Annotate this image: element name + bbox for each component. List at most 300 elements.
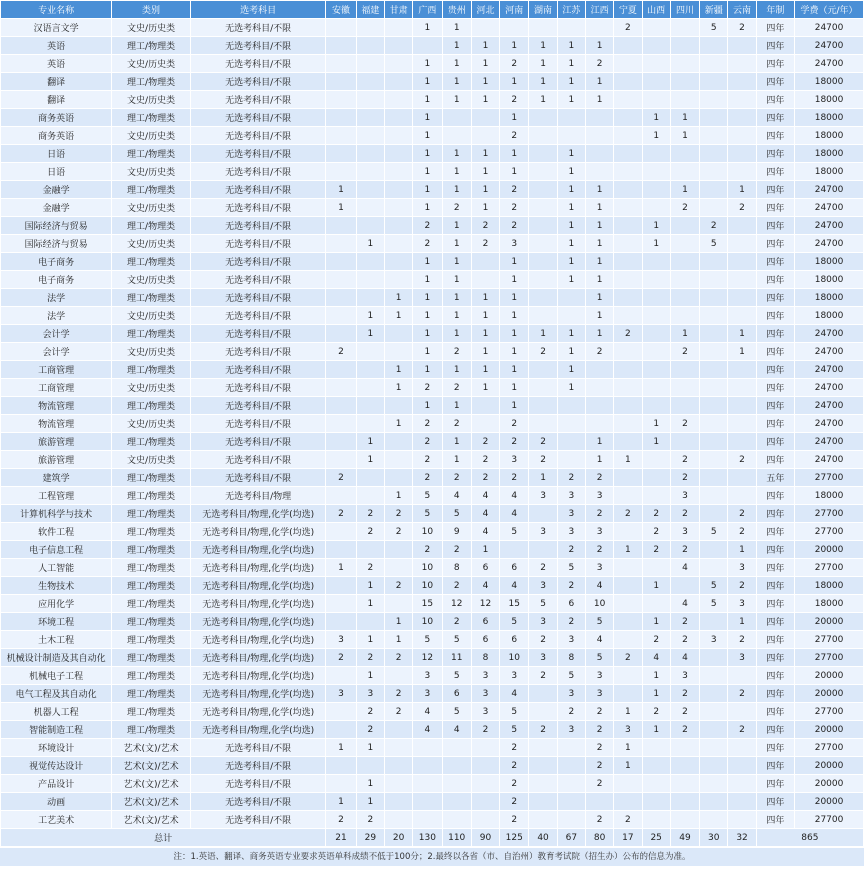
column-header: 四川 xyxy=(670,1,699,19)
subject-requirement-cell: 无选考科目/不限 xyxy=(190,109,325,127)
province-quota-cell: 5 xyxy=(500,613,529,631)
province-quota-cell xyxy=(413,775,442,793)
province-quota-cell xyxy=(384,163,412,181)
province-quota-cell xyxy=(700,415,728,433)
province-quota-cell: 2 xyxy=(614,649,642,667)
province-quota-cell xyxy=(356,109,384,127)
table-row xyxy=(1,487,864,505)
province-quota-cell xyxy=(700,559,728,577)
province-quota-cell xyxy=(356,199,384,217)
tuition-cell: 27700 xyxy=(795,811,864,829)
subject-requirement-cell: 无选考科目/不限 xyxy=(190,55,325,73)
duration-cell: 四年 xyxy=(756,415,794,433)
province-quota-cell: 5 xyxy=(557,559,585,577)
province-quota-cell: 1 xyxy=(529,37,557,55)
duration-cell: 四年 xyxy=(756,685,794,703)
province-quota-cell xyxy=(728,235,756,253)
province-quota-cell xyxy=(326,235,356,253)
province-quota-cell xyxy=(529,145,557,163)
table-row xyxy=(1,55,864,73)
province-quota-cell: 1 xyxy=(413,253,442,271)
province-quota-cell xyxy=(442,127,471,145)
province-quota-cell xyxy=(670,289,699,307)
province-quota-cell: 8 xyxy=(557,649,585,667)
tuition-cell: 24700 xyxy=(795,217,864,235)
category-cell: 理工/物理类 xyxy=(112,721,191,739)
province-quota-cell: 1 xyxy=(500,307,529,325)
province-quota-cell xyxy=(529,19,557,37)
tuition-cell: 27700 xyxy=(795,631,864,649)
province-quota-cell xyxy=(728,253,756,271)
province-quota-cell: 2 xyxy=(670,613,699,631)
province-quota-cell xyxy=(670,811,699,829)
province-quota-cell: 5 xyxy=(700,19,728,37)
duration-cell: 四年 xyxy=(756,235,794,253)
province-quota-cell xyxy=(471,739,499,757)
province-quota-cell: 2 xyxy=(442,541,471,559)
province-quota-cell: 2 xyxy=(670,505,699,523)
category-cell: 理工/物理类 xyxy=(112,487,191,505)
province-quota-cell xyxy=(700,613,728,631)
province-quota-cell xyxy=(585,361,613,379)
major-name-cell: 机械设计制造及其自动化 xyxy=(1,649,112,667)
table-row xyxy=(1,451,864,469)
subject-requirement-cell: 无选考科目/不限 xyxy=(190,127,325,145)
province-quota-cell: 2 xyxy=(728,523,756,541)
province-quota-cell: 2 xyxy=(384,577,412,595)
province-quota-cell xyxy=(614,487,642,505)
province-quota-cell: 2 xyxy=(728,577,756,595)
table-row xyxy=(1,469,864,487)
province-quota-cell: 1 xyxy=(500,289,529,307)
province-quota-cell: 2 xyxy=(413,217,442,235)
province-quota-cell: 5 xyxy=(700,577,728,595)
duration-cell: 四年 xyxy=(756,37,794,55)
province-quota-cell xyxy=(642,343,670,361)
province-quota-cell xyxy=(585,397,613,415)
province-quota-cell xyxy=(326,325,356,343)
province-quota-cell xyxy=(529,253,557,271)
province-quota-cell xyxy=(326,253,356,271)
province-total-cell: 25 xyxy=(642,829,670,847)
province-quota-cell: 5 xyxy=(413,487,442,505)
province-quota-cell xyxy=(585,145,613,163)
duration-cell: 四年 xyxy=(756,325,794,343)
province-quota-cell xyxy=(728,757,756,775)
province-quota-cell xyxy=(700,163,728,181)
province-quota-cell xyxy=(728,127,756,145)
province-quota-cell: 2 xyxy=(670,721,699,739)
province-quota-cell: 1 xyxy=(442,73,471,91)
province-quota-cell xyxy=(471,793,499,811)
province-quota-cell: 1 xyxy=(442,361,471,379)
table-row xyxy=(1,361,864,379)
province-quota-cell xyxy=(356,379,384,397)
province-quota-cell: 3 xyxy=(614,721,642,739)
province-quota-cell: 3 xyxy=(557,505,585,523)
province-quota-cell: 3 xyxy=(471,703,499,721)
column-header: 宁夏 xyxy=(614,1,642,19)
province-quota-cell xyxy=(700,649,728,667)
province-quota-cell xyxy=(529,505,557,523)
table-row xyxy=(1,109,864,127)
province-quota-cell xyxy=(356,127,384,145)
subject-requirement-cell: 无选考科目/不限 xyxy=(190,73,325,91)
province-quota-cell: 4 xyxy=(471,487,499,505)
table-row xyxy=(1,631,864,649)
province-quota-cell xyxy=(642,451,670,469)
province-quota-cell xyxy=(670,163,699,181)
province-quota-cell: 1 xyxy=(585,235,613,253)
province-quota-cell: 1 xyxy=(471,73,499,91)
tuition-cell: 24700 xyxy=(795,181,864,199)
province-quota-cell xyxy=(614,631,642,649)
province-quota-cell: 1 xyxy=(413,145,442,163)
duration-cell: 四年 xyxy=(756,667,794,685)
province-quota-cell xyxy=(529,307,557,325)
province-total-cell: 130 xyxy=(413,829,442,847)
subject-requirement-cell: 无选考科目/不限 xyxy=(190,253,325,271)
column-header: 江西 xyxy=(585,1,613,19)
duration-cell: 四年 xyxy=(756,757,794,775)
table-row xyxy=(1,721,864,739)
duration-cell: 四年 xyxy=(756,181,794,199)
province-quota-cell: 2 xyxy=(670,343,699,361)
province-quota-cell xyxy=(642,361,670,379)
province-quota-cell xyxy=(670,73,699,91)
duration-cell: 四年 xyxy=(756,433,794,451)
province-quota-cell xyxy=(529,793,557,811)
province-total-cell: 21 xyxy=(326,829,356,847)
province-quota-cell xyxy=(700,703,728,721)
tuition-cell: 24700 xyxy=(795,397,864,415)
subject-requirement-cell: 无选考科目/物理,化学(均选) xyxy=(190,667,325,685)
province-quota-cell: 1 xyxy=(442,181,471,199)
province-quota-cell xyxy=(356,541,384,559)
tuition-cell: 24700 xyxy=(795,361,864,379)
province-quota-cell xyxy=(413,811,442,829)
duration-cell: 四年 xyxy=(756,343,794,361)
province-quota-cell xyxy=(529,109,557,127)
province-quota-cell: 6 xyxy=(471,631,499,649)
province-quota-cell xyxy=(326,721,356,739)
province-quota-cell: 2 xyxy=(500,469,529,487)
province-quota-cell: 1 xyxy=(557,217,585,235)
province-quota-cell: 2 xyxy=(500,91,529,109)
province-total-cell: 17 xyxy=(614,829,642,847)
province-quota-cell: 1 xyxy=(529,91,557,109)
province-quota-cell: 1 xyxy=(413,289,442,307)
province-quota-cell: 1 xyxy=(356,631,384,649)
column-header: 广西 xyxy=(413,1,442,19)
province-quota-cell xyxy=(326,775,356,793)
province-quota-cell: 2 xyxy=(670,703,699,721)
province-quota-cell xyxy=(413,793,442,811)
major-name-cell: 工程管理 xyxy=(1,487,112,505)
tuition-cell: 18000 xyxy=(795,577,864,595)
province-quota-cell xyxy=(700,37,728,55)
province-quota-cell: 5 xyxy=(442,703,471,721)
province-quota-cell xyxy=(356,343,384,361)
column-header: 江苏 xyxy=(557,1,585,19)
province-quota-cell: 4 xyxy=(471,505,499,523)
province-quota-cell xyxy=(700,505,728,523)
province-quota-cell xyxy=(384,217,412,235)
province-quota-cell: 1 xyxy=(356,325,384,343)
footnote: 注：1.英语、翻译、商务英语专业要求英语单科成绩不低于100分；2.最终以各省（市、自治州）教育考试院（招生办）公布的信息为准。 xyxy=(0,847,864,866)
province-quota-cell: 1 xyxy=(500,379,529,397)
tuition-cell: 27700 xyxy=(795,739,864,757)
province-quota-cell: 2 xyxy=(384,649,412,667)
province-quota-cell xyxy=(728,307,756,325)
province-quota-cell xyxy=(614,181,642,199)
province-quota-cell xyxy=(356,181,384,199)
province-quota-cell: 2 xyxy=(529,631,557,649)
province-quota-cell: 1 xyxy=(356,667,384,685)
province-quota-cell: 3 xyxy=(326,631,356,649)
province-quota-cell: 2 xyxy=(500,739,529,757)
province-quota-cell xyxy=(384,739,412,757)
subject-requirement-cell: 无选考科目/不限 xyxy=(190,361,325,379)
province-quota-cell: 1 xyxy=(413,307,442,325)
province-quota-cell xyxy=(529,271,557,289)
province-quota-cell xyxy=(670,433,699,451)
province-quota-cell xyxy=(326,145,356,163)
duration-cell: 四年 xyxy=(756,91,794,109)
province-quota-cell xyxy=(728,703,756,721)
province-total-cell: 30 xyxy=(700,829,728,847)
province-quota-cell: 1 xyxy=(326,199,356,217)
province-quota-cell xyxy=(642,181,670,199)
duration-cell: 四年 xyxy=(756,703,794,721)
province-quota-cell xyxy=(557,289,585,307)
province-quota-cell xyxy=(670,379,699,397)
province-quota-cell: 1 xyxy=(442,37,471,55)
major-name-cell: 物流管理 xyxy=(1,415,112,433)
duration-cell: 四年 xyxy=(756,595,794,613)
province-quota-cell xyxy=(700,361,728,379)
subject-requirement-cell: 无选考科目/不限 xyxy=(190,271,325,289)
major-name-cell: 法学 xyxy=(1,307,112,325)
province-quota-cell: 1 xyxy=(728,325,756,343)
province-quota-cell xyxy=(728,469,756,487)
province-total-cell: 29 xyxy=(356,829,384,847)
province-quota-cell xyxy=(384,793,412,811)
province-quota-cell xyxy=(614,469,642,487)
province-quota-cell xyxy=(557,433,585,451)
province-quota-cell: 1 xyxy=(442,325,471,343)
province-quota-cell xyxy=(326,415,356,433)
province-quota-cell xyxy=(326,217,356,235)
province-quota-cell xyxy=(700,307,728,325)
major-name-cell: 电子商务 xyxy=(1,253,112,271)
province-quota-cell: 2 xyxy=(356,721,384,739)
tuition-cell: 18000 xyxy=(795,91,864,109)
province-quota-cell: 3 xyxy=(670,667,699,685)
province-quota-cell: 5 xyxy=(413,505,442,523)
duration-cell: 四年 xyxy=(756,73,794,91)
province-quota-cell xyxy=(529,775,557,793)
province-quota-cell: 2 xyxy=(500,415,529,433)
province-quota-cell xyxy=(728,145,756,163)
province-quota-cell xyxy=(384,775,412,793)
province-quota-cell: 1 xyxy=(500,73,529,91)
subject-requirement-cell: 无选考科目/物理,化学(均选) xyxy=(190,703,325,721)
province-quota-cell: 1 xyxy=(413,73,442,91)
province-quota-cell: 3 xyxy=(500,451,529,469)
province-quota-cell xyxy=(356,55,384,73)
province-quota-cell: 1 xyxy=(442,289,471,307)
province-quota-cell: 1 xyxy=(442,253,471,271)
province-quota-cell: 2 xyxy=(728,685,756,703)
province-quota-cell: 2 xyxy=(670,541,699,559)
province-quota-cell xyxy=(614,109,642,127)
province-quota-cell: 2 xyxy=(442,577,471,595)
province-quota-cell xyxy=(413,37,442,55)
province-quota-cell xyxy=(700,271,728,289)
province-quota-cell: 1 xyxy=(557,55,585,73)
province-quota-cell xyxy=(471,127,499,145)
category-cell: 理工/物理类 xyxy=(112,361,191,379)
province-quota-cell: 5 xyxy=(442,667,471,685)
duration-cell: 四年 xyxy=(756,253,794,271)
province-quota-cell: 2 xyxy=(585,721,613,739)
category-cell: 文史/历史类 xyxy=(112,343,191,361)
subject-requirement-cell: 无选考科目/不限 xyxy=(190,451,325,469)
duration-cell: 四年 xyxy=(756,739,794,757)
table-row xyxy=(1,271,864,289)
province-quota-cell xyxy=(326,73,356,91)
province-quota-cell: 12 xyxy=(471,595,499,613)
province-quota-cell xyxy=(700,541,728,559)
province-quota-cell: 2 xyxy=(557,469,585,487)
province-quota-cell xyxy=(557,415,585,433)
province-quota-cell: 6 xyxy=(500,559,529,577)
province-quota-cell: 4 xyxy=(413,721,442,739)
province-quota-cell: 2 xyxy=(670,631,699,649)
province-quota-cell xyxy=(529,181,557,199)
province-quota-cell: 1 xyxy=(356,451,384,469)
province-quota-cell: 4 xyxy=(500,487,529,505)
province-quota-cell: 2 xyxy=(642,523,670,541)
province-total-cell: 67 xyxy=(557,829,585,847)
major-name-cell: 金融学 xyxy=(1,181,112,199)
province-quota-cell: 1 xyxy=(471,37,499,55)
table-row xyxy=(1,559,864,577)
category-cell: 文史/历史类 xyxy=(112,235,191,253)
province-quota-cell xyxy=(728,415,756,433)
province-quota-cell xyxy=(642,253,670,271)
province-quota-cell: 1 xyxy=(642,127,670,145)
province-quota-cell: 1 xyxy=(670,181,699,199)
province-quota-cell xyxy=(384,55,412,73)
province-quota-cell: 2 xyxy=(442,199,471,217)
province-quota-cell xyxy=(642,163,670,181)
province-quota-cell: 3 xyxy=(585,559,613,577)
province-quota-cell xyxy=(356,271,384,289)
province-quota-cell: 2 xyxy=(500,55,529,73)
province-quota-cell: 1 xyxy=(642,235,670,253)
province-quota-cell xyxy=(326,397,356,415)
province-quota-cell xyxy=(471,757,499,775)
category-cell: 艺术(文)/艺术 xyxy=(112,739,191,757)
province-quota-cell xyxy=(642,379,670,397)
tuition-cell: 18000 xyxy=(795,127,864,145)
province-quota-cell xyxy=(557,811,585,829)
province-quota-cell: 1 xyxy=(384,379,412,397)
province-quota-cell: 2 xyxy=(442,613,471,631)
province-quota-cell xyxy=(728,811,756,829)
province-quota-cell: 2 xyxy=(614,811,642,829)
column-header: 河北 xyxy=(471,1,499,19)
province-quota-cell: 2 xyxy=(413,379,442,397)
province-quota-cell: 3 xyxy=(557,523,585,541)
province-quota-cell xyxy=(471,109,499,127)
subject-requirement-cell: 无选考科目/物理 xyxy=(190,487,325,505)
province-quota-cell xyxy=(384,595,412,613)
province-quota-cell: 2 xyxy=(500,217,529,235)
province-quota-cell: 5 xyxy=(585,649,613,667)
major-name-cell: 英语 xyxy=(1,37,112,55)
province-quota-cell: 2 xyxy=(356,703,384,721)
province-quota-cell: 1 xyxy=(413,271,442,289)
province-quota-cell xyxy=(557,397,585,415)
province-quota-cell xyxy=(728,55,756,73)
province-quota-cell: 1 xyxy=(356,595,384,613)
duration-cell: 四年 xyxy=(756,649,794,667)
province-quota-cell: 2 xyxy=(614,505,642,523)
province-quota-cell: 6 xyxy=(557,595,585,613)
major-name-cell: 视觉传达设计 xyxy=(1,757,112,775)
province-quota-cell xyxy=(670,253,699,271)
province-total-cell: 90 xyxy=(471,829,499,847)
province-quota-cell: 1 xyxy=(471,541,499,559)
province-quota-cell: 2 xyxy=(442,469,471,487)
province-quota-cell xyxy=(442,739,471,757)
province-quota-cell: 2 xyxy=(413,433,442,451)
province-quota-cell xyxy=(384,235,412,253)
subject-requirement-cell: 无选考科目/不限 xyxy=(190,145,325,163)
subject-requirement-cell: 无选考科目/不限 xyxy=(190,757,325,775)
category-cell: 理工/物理类 xyxy=(112,217,191,235)
province-quota-cell xyxy=(670,235,699,253)
column-header: 甘肃 xyxy=(384,1,412,19)
province-quota-cell: 1 xyxy=(642,667,670,685)
province-quota-cell xyxy=(700,451,728,469)
province-quota-cell xyxy=(529,541,557,559)
province-quota-cell: 1 xyxy=(500,397,529,415)
province-quota-cell: 1 xyxy=(557,235,585,253)
province-quota-cell: 1 xyxy=(471,145,499,163)
province-quota-cell: 3 xyxy=(413,685,442,703)
column-header: 学费（元/年） xyxy=(795,1,864,19)
province-quota-cell: 1 xyxy=(642,433,670,451)
province-quota-cell: 1 xyxy=(384,415,412,433)
table-row xyxy=(1,235,864,253)
table-row xyxy=(1,649,864,667)
province-quota-cell: 2 xyxy=(442,415,471,433)
province-quota-cell: 2 xyxy=(500,775,529,793)
province-quota-cell xyxy=(326,667,356,685)
province-quota-cell xyxy=(614,613,642,631)
province-quota-cell: 2 xyxy=(326,469,356,487)
province-quota-cell: 2 xyxy=(471,451,499,469)
tuition-cell: 18000 xyxy=(795,289,864,307)
province-quota-cell: 1 xyxy=(557,37,585,55)
province-quota-cell: 4 xyxy=(471,523,499,541)
province-quota-cell: 12 xyxy=(442,595,471,613)
province-quota-cell xyxy=(670,757,699,775)
